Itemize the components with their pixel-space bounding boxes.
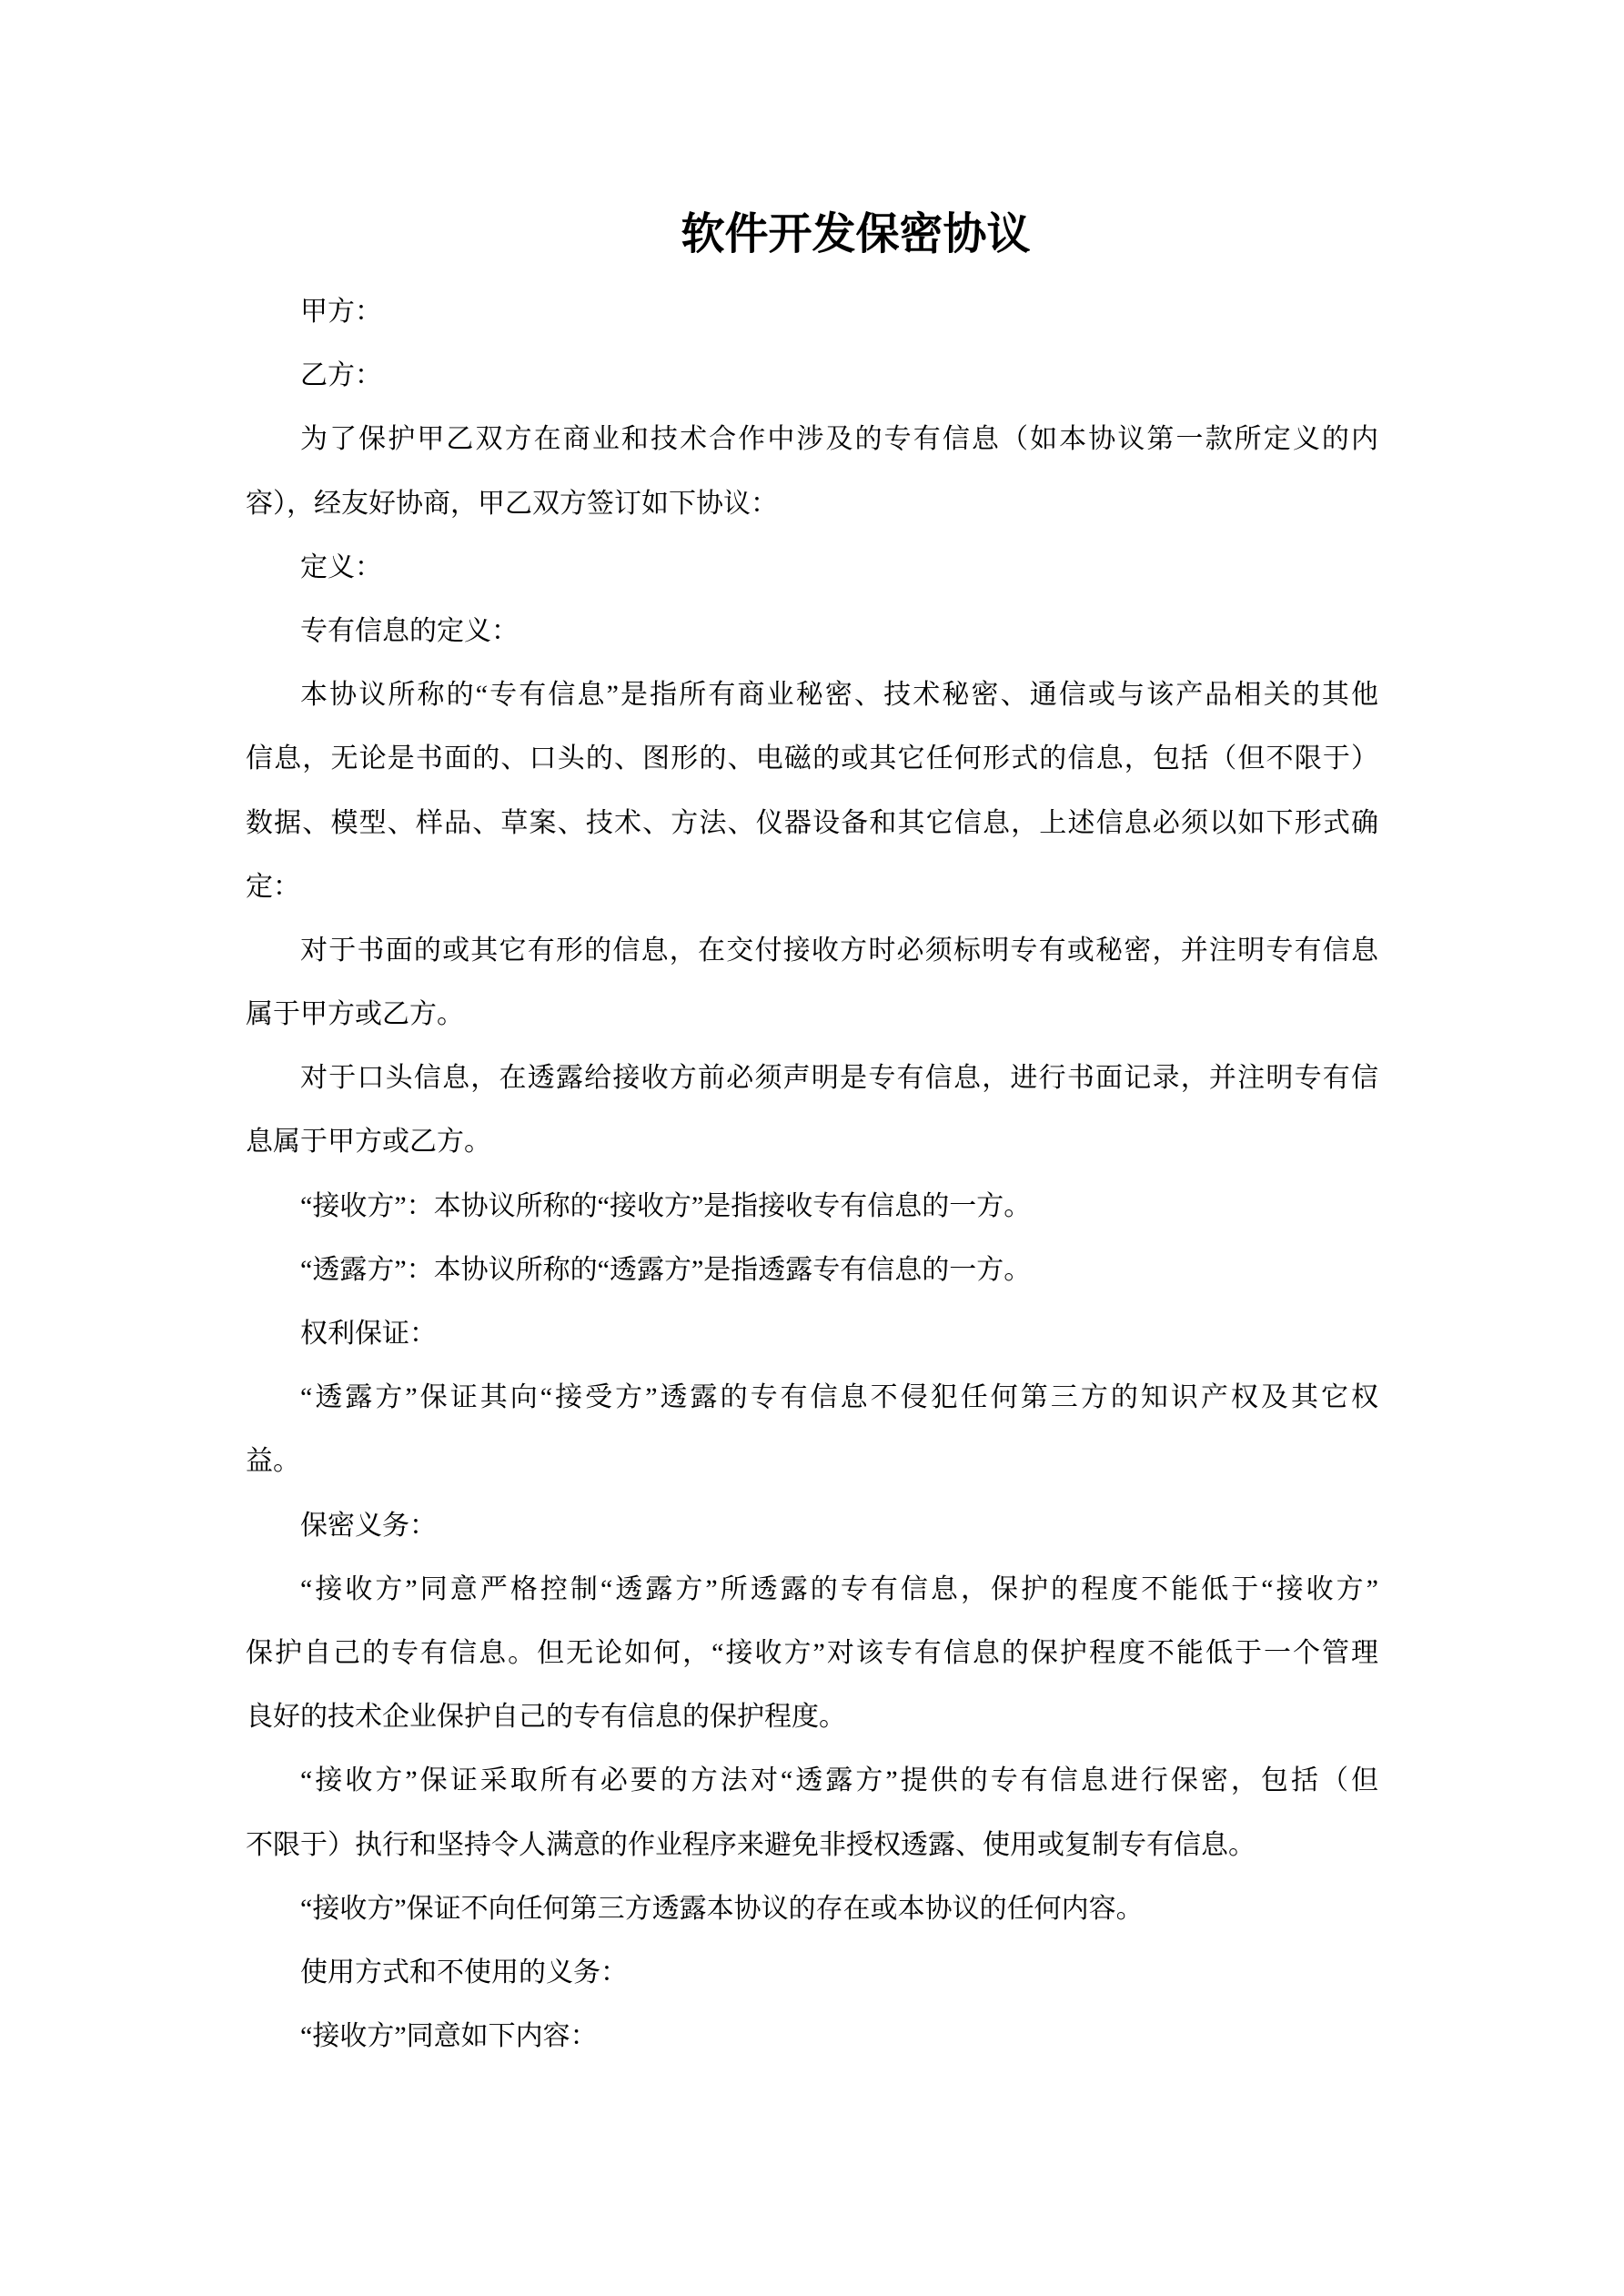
line-party-b: 乙方： <box>300 360 382 391</box>
line-definition-1: 本协议所称的“专有信息”是指所有商业秘密、技术秘密、通信或与该产品相关的其他 <box>300 680 1378 711</box>
line-oral-info-2: 息属于甲方或乙方。 <box>246 1127 491 1158</box>
line-party-a: 甲方： <box>300 297 382 327</box>
line-definition-3: 数据、模型、样品、草案、技术、方法、仪器设备和其它信息，上述信息必须以如下形式确 <box>246 807 1378 838</box>
line-definition-4: 定： <box>246 871 300 902</box>
line-heading-use-obligation: 使用方式和不使用的义务： <box>300 1957 628 1988</box>
line-discloser-definition: “透露方”：本协议所称的“透露方”是指透露专有信息的一方。 <box>300 1254 1032 1285</box>
line-preamble-1: 为了保护甲乙双方在商业和技术合作中涉及的专有信息（如本协议第一款所定义的内 <box>300 424 1378 455</box>
line-written-info-1: 对于书面的或其它有形的信息，在交付接收方时必须标明专有或秘密，并注明专有信息 <box>300 935 1378 966</box>
line-rights-guarantee-2: 益。 <box>246 1446 300 1477</box>
line-rights-guarantee-1: “透露方”保证其向“接受方”透露的专有信息不侵犯任何第三方的知识产权及其它权 <box>300 1382 1378 1413</box>
line-confidentiality-1: “接收方”同意严格控制“透露方”所透露的专有信息，保护的程度不能低于“接收方” <box>300 1573 1378 1604</box>
document-title: 软件开发保密协议 <box>681 210 1031 258</box>
line-definition-2: 信息，无论是书面的、口头的、图形的、电磁的或其它任何形式的信息，包括（但不限于） <box>246 743 1378 774</box>
line-heading-rights-guarantee: 权利保证： <box>300 1319 437 1349</box>
line-receiver-agrees: “接收方”同意如下内容： <box>300 2021 598 2052</box>
line-heading-definitions: 定义： <box>300 551 382 582</box>
line-heading-confidentiality: 保密义务： <box>300 1510 437 1541</box>
line-heading-proprietary-info: 专有信息的定义： <box>300 615 519 646</box>
line-confidentiality-2: 保护自己的专有信息。但无论如何，“接收方”对该专有信息的保护程度不能低于一个管理 <box>246 1637 1378 1668</box>
line-confidentiality-4: “接收方”保证采取所有必要的方法对“透露方”提供的专有信息进行保密，包括（但 <box>300 1765 1378 1796</box>
line-receiver-definition: “接收方”：本协议所称的“接收方”是指接收专有信息的一方。 <box>300 1190 1032 1221</box>
line-confidentiality-5: 不限于）执行和坚持令人满意的作业程序来避免非授权透露、使用或复制专有信息。 <box>246 1829 1256 1860</box>
document-body <box>246 280 1378 2068</box>
line-oral-info-1: 对于口头信息，在透露给接收方前必须声明是专有信息，进行书面记录，并注明专有信 <box>300 1063 1378 1094</box>
line-confidentiality-3: 良好的技术企业保护自己的专有信息的保护程度。 <box>246 1702 846 1733</box>
line-preamble-2: 容），经友好协商，甲乙双方签订如下协议： <box>246 488 778 519</box>
line-written-info-2: 属于甲方或乙方。 <box>246 999 464 1030</box>
line-confidentiality-6: “接收方”保证不向任何第三方透露本协议的存在或本协议的任何内容。 <box>300 1893 1144 1924</box>
